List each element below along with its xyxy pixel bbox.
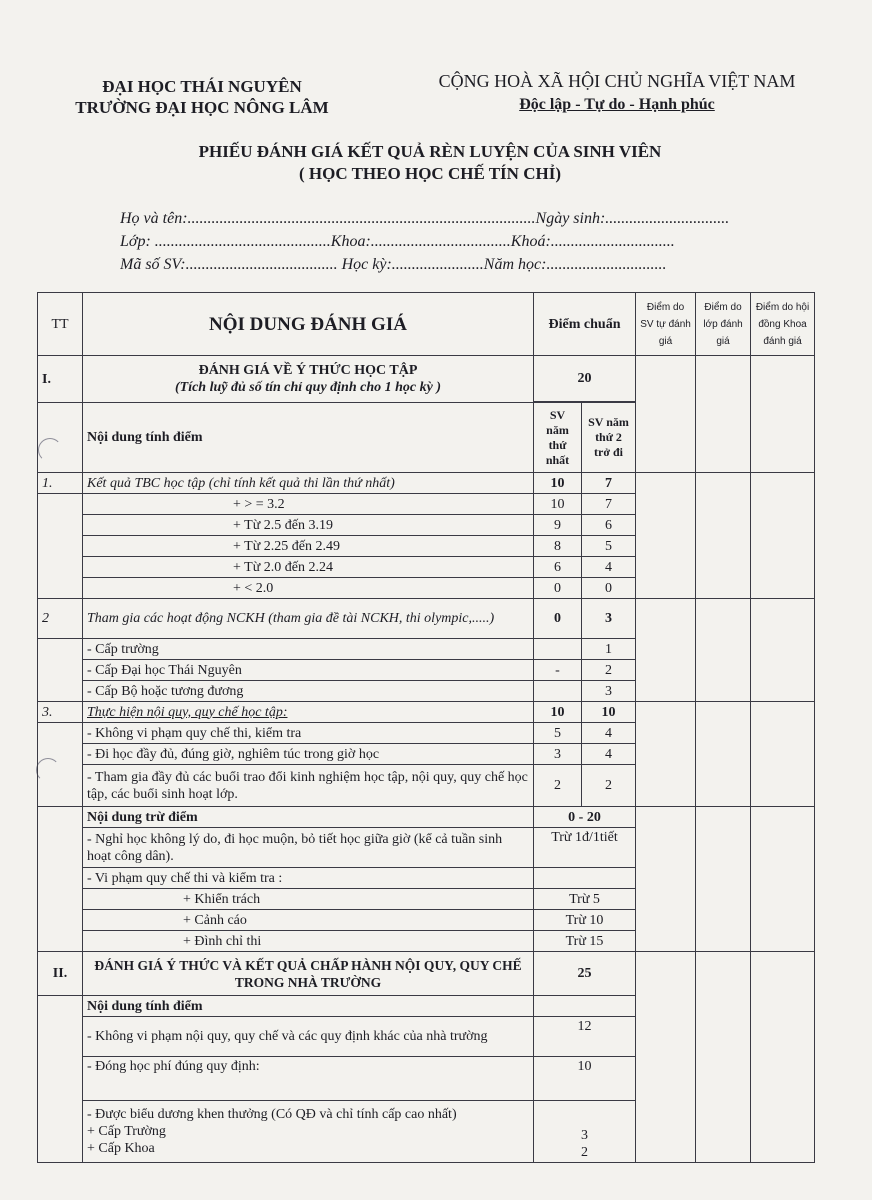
section-2-points-label: Nội dung tính điểm: [83, 996, 534, 1017]
section-1-tt: I.: [38, 356, 83, 403]
section-2-tt: II.: [38, 952, 83, 996]
section-1-title: [83, 356, 534, 403]
research-level-label: - Cấp Bộ hoặc tương đương: [83, 681, 534, 702]
score-cell-class[interactable]: [696, 952, 751, 1163]
gpa-band-score-year2: 7: [582, 494, 636, 515]
form-title: [120, 141, 740, 185]
section-1-row: [38, 356, 815, 402]
item-2-score-year2: 3: [582, 599, 636, 639]
score-cell-council[interactable]: [751, 356, 815, 473]
form-title-line2: ( HỌC THEO HỌC CHẾ TÍN CHỈ): [299, 164, 561, 183]
award-faculty-label: + Cấp Khoa: [87, 1141, 155, 1156]
score-cell-class[interactable]: [696, 807, 751, 952]
university-name: ĐẠI HỌC THÁI NGUYÊN: [102, 77, 302, 96]
research-level-score-year2: 1: [582, 639, 636, 660]
item-2-label: Tham gia các hoạt động NCKH (tham gia đề tài NCKH, thi olympic,.....): [83, 599, 534, 639]
header-standard: Điểm chuẩn: [534, 293, 636, 356]
header-class-score: Điểm do lớp đánh giá: [696, 293, 751, 356]
item-1-row: [38, 473, 815, 494]
deduction-label: Nội dung trừ điểm: [83, 807, 534, 828]
item-2-row: [38, 599, 815, 639]
rule-item-label: - Tham gia đầy đủ các buổi trao đổi kinh nghiệm học tập, nội quy, quy chế học tập, các buổi sinh hoạt lớp.: [83, 765, 534, 807]
empty-tt-cell: [38, 639, 83, 702]
gpa-band-score-year2: 5: [582, 536, 636, 557]
empty-score-cell: [534, 868, 636, 889]
rule-compliance-label: - Không vi phạm nội quy, quy chế và các quy định khác của nhà trường: [83, 1017, 534, 1057]
rule-item-label: - Không vi phạm quy chế thi, kiểm tra: [83, 723, 534, 744]
gpa-band-score-year2: 6: [582, 515, 636, 536]
section-2-title: ĐÁNH GIÁ Ý THỨC VÀ KẾT QUẢ CHẤP HÀNH NỘI QUY, QUY CHẾ TRONG NHÀ TRƯỜNG: [83, 952, 534, 996]
empty-score-cell: [534, 996, 636, 1017]
rule-compliance-score: 12: [534, 1017, 636, 1057]
discipline-label: + Khiển trách: [83, 889, 534, 910]
award-label: - Được biểu dương khen thưởng (Có QĐ và chỉ tính cấp cao nhất): [87, 1107, 457, 1122]
item-1-label: Kết quả TBC học tập (chỉ tính kết quả thi lần thứ nhất): [83, 473, 534, 494]
year2-header: SV năm thứ 2 trở đi: [582, 403, 636, 473]
exam-violation-label: - Vi phạm quy chế thi và kiểm tra :: [83, 868, 534, 889]
item-1-score-year2: 7: [582, 473, 636, 494]
empty-tt-cell: [38, 723, 83, 807]
rule-item-score-year1: 3: [534, 744, 582, 765]
year1-header: SV năm thứ nhất: [534, 403, 582, 473]
score-cell-sv[interactable]: [636, 807, 696, 952]
discipline-penalty: Trừ 10: [534, 910, 636, 931]
score-cell-council[interactable]: [751, 807, 815, 952]
points-header-tt: [38, 403, 83, 473]
score-cell-council[interactable]: [751, 702, 815, 807]
gpa-band-score-year2: 4: [582, 557, 636, 578]
score-cell-class[interactable]: [696, 473, 751, 599]
table-header-row: [38, 293, 815, 356]
gpa-band-label: + Từ 2.5 đến 3.19: [83, 515, 534, 536]
research-level-score-year2: 2: [582, 660, 636, 681]
empty-tt-cell: [38, 494, 83, 599]
research-level-score-year1: -: [534, 660, 582, 681]
section-1-subtitle: (Tích luỹ đủ số tín chỉ quy định cho 1 học kỳ ): [174, 380, 442, 395]
score-cell-class[interactable]: [696, 702, 751, 807]
score-cell-sv[interactable]: [636, 952, 696, 1163]
gpa-band-label: + Từ 2.25 đến 2.49: [83, 536, 534, 557]
field-row-name[interactable]: Họ và tên:.......................................................................................Ngày sinh:...............................: [120, 210, 730, 227]
item-3-score-year2: 10: [582, 702, 636, 723]
research-level-label: - Cấp Đại học Thái Nguyên: [83, 660, 534, 681]
country-name: CỘNG HOÀ XÃ HỘI CHỦ NGHĨA VIỆT NAM: [438, 71, 796, 91]
rule-item-score-year2: 2: [582, 765, 636, 807]
deduction-range: 0 - 20: [534, 807, 636, 828]
section-1-score: 20: [534, 356, 636, 402]
gpa-band-score-year1: 10: [534, 494, 582, 515]
gpa-band-score-year1: 8: [534, 536, 582, 557]
score-cell-council[interactable]: [751, 473, 815, 599]
research-level-score-year1: [534, 639, 582, 660]
empty-tt-cell: [38, 996, 83, 1163]
issuer-block: [72, 76, 332, 118]
discipline-label: + Đình chỉ thi: [83, 931, 534, 952]
score-cell-class[interactable]: [696, 356, 751, 473]
score-cell-sv[interactable]: [636, 599, 696, 702]
score-cell-sv[interactable]: [636, 356, 696, 473]
form-title-line1: PHIẾU ĐÁNH GIÁ KẾT QUẢ RÈN LUYỆN CỦA SINH VIÊN: [198, 142, 662, 161]
item-1-score-year1: 10: [534, 473, 582, 494]
points-header-label: Nội dung tính điểm: [83, 403, 534, 473]
gpa-band-score-year1: 9: [534, 515, 582, 536]
research-level-score-year2: 3: [582, 681, 636, 702]
gpa-band-label: + < 2.0: [83, 578, 534, 599]
score-cell-council[interactable]: [751, 952, 815, 1163]
school-name: TRƯỜNG ĐẠI HỌC NÔNG LÂM: [75, 98, 329, 117]
rule-item-label: - Đi học đầy đủ, đúng giờ, nghiêm túc trong giờ học: [83, 744, 534, 765]
score-cell-class[interactable]: [696, 599, 751, 702]
item-3-label: Thực hiện nội quy, quy chế học tập:: [83, 702, 534, 723]
score-cell-sv[interactable]: [636, 473, 696, 599]
rule-item-score-year2: 4: [582, 744, 636, 765]
field-row-id[interactable]: Mã số SV:...................................... Học kỳ:.......................Năm học:..............................: [120, 256, 667, 273]
discipline-label: + Cảnh cáo: [83, 910, 534, 931]
rule-item-score-year2: 4: [582, 723, 636, 744]
item-1-tt: 1.: [38, 473, 83, 494]
deduction-header-row: [38, 807, 815, 828]
item-3-row: [38, 702, 815, 723]
item-3-score-year1: 10: [534, 702, 582, 723]
gpa-band-label: + Từ 2.0 đến 2.24: [83, 557, 534, 578]
gpa-band-label: + > = 3.2: [83, 494, 534, 515]
gpa-band-score-year1: 6: [534, 557, 582, 578]
header-content: NỘI DUNG ĐÁNH GIÁ: [83, 293, 534, 356]
research-level-score-year1: [534, 681, 582, 702]
section-1-title-text: ĐÁNH GIÁ VỀ Ý THỨC HỌC TẬP: [198, 363, 418, 378]
discipline-penalty: Trừ 15: [534, 931, 636, 952]
rule-item-score-year1: 5: [534, 723, 582, 744]
section-2-row: [38, 952, 815, 996]
tuition-score: 10: [534, 1057, 636, 1101]
award-school-label: + Cấp Trường: [87, 1124, 166, 1139]
gpa-band-score-year1: 0: [534, 578, 582, 599]
item-3-tt: 3.: [38, 702, 83, 723]
national-motto: Độc lập - Tự do - Hạnh phúc: [519, 96, 715, 113]
absence-penalty: Trừ 1đ/1tiết: [534, 828, 636, 868]
award-faculty-score: 2: [581, 1145, 588, 1160]
header-sv-score: Điểm do SV tự đánh giá: [636, 293, 696, 356]
item-2-tt: 2: [38, 599, 83, 639]
absence-label: - Nghỉ học không lý do, đi học muộn, bỏ tiết học giữa giờ (kể cả tuần sinh hoạt công dân).: [83, 828, 534, 868]
field-row-class[interactable]: Lớp: ............................................Khoa:...................................Khoá:...............................: [120, 233, 675, 250]
evaluation-table: [37, 292, 815, 1163]
award-school-score: 3: [581, 1128, 588, 1143]
score-cell-council[interactable]: [751, 599, 815, 702]
student-info-fields: [120, 207, 810, 276]
award-cell: [83, 1101, 534, 1163]
score-cell-sv[interactable]: [636, 702, 696, 807]
award-score-cell: [534, 1101, 636, 1163]
section-2-score: 25: [534, 952, 636, 996]
national-header: [422, 70, 812, 116]
item-2-score-year1: 0: [534, 599, 582, 639]
header-council-score: Điểm do hội đồng Khoa đánh giá: [751, 293, 815, 356]
header-tt: TT: [38, 293, 83, 356]
empty-tt-cell: [38, 807, 83, 952]
discipline-penalty: Trừ 5: [534, 889, 636, 910]
gpa-band-score-year2: 0: [582, 578, 636, 599]
tuition-label: - Đóng học phí đúng quy định:: [83, 1057, 534, 1101]
research-level-label: - Cấp trường: [83, 639, 534, 660]
rule-item-score-year1: 2: [534, 765, 582, 807]
